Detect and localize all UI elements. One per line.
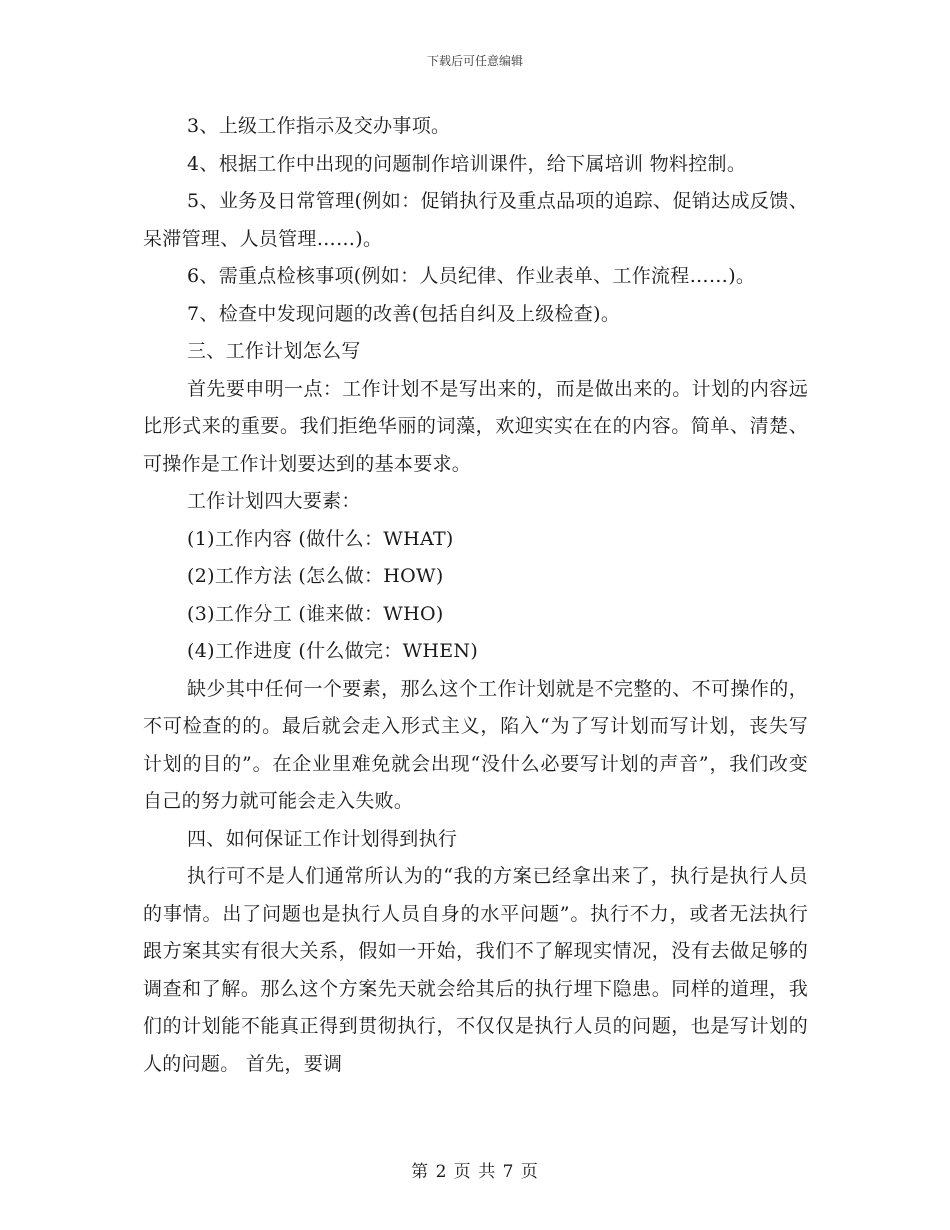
list-item: (2)工作方法 (怎么做：HOW) (187, 565, 444, 587)
paragraph: 5、业务及日常管理(例如：促销执行及重点品项的追踪、促销达成反馈、呆滞管理、人员管理……)。 (143, 190, 808, 250)
paragraph: 7、检查中发现问题的改善(包括自纠及上级检查)。 (187, 302, 621, 325)
paragraph: 首先要申明一点：工作计划不是写出来的，而是做出来的。计划的内容远比形式来的重要。我们拒绝华丽的词藻，欢迎实实在在的内容。简单、清楚、可操作是工作计划要达到的基本要求。 (143, 377, 808, 475)
section-heading: 四、如何保证工作计划得到执行 (187, 827, 458, 850)
paragraph: 缺少其中任何一个要素，那么这个工作计划就是不完整的、不可操作的，不可检查的的。最后就会走入形式主义，陷入“为了写计划而写计划，丧失写计划的目的”。在企业里难免就会出现“没什么必要写计划的声音”，我们改变自己的努力就可能会走入失败。 (143, 677, 808, 812)
document-body (143, 108, 808, 1083)
list-item: (1)工作内容 (做什么：WHAT) (187, 527, 454, 550)
list-item: (3)工作分工 (谁来做：WHO) (187, 602, 444, 625)
paragraph: 6、需重点检核事项(例如：人员纪律、作业表单、工作流程……)。 (187, 265, 756, 287)
page-footer: 第 2 页 共 7 页 (411, 1162, 539, 1182)
paragraph: 4、根据工作中出现的问题制作培训课件，给下属培训 物料控制。 (187, 152, 747, 175)
list-item: (4)工作进度 (什么做完：WHEN) (187, 640, 479, 662)
page-header: 下载后可任意编辑 (426, 54, 523, 68)
section-heading: 三、工作计划怎么写 (187, 340, 361, 362)
paragraph: 执行可不是人们通常所认为的“我的方案已经拿出来了，执行是执行人员的事情。出了问题也是执行人员自身的水平问题”。执行不力，或者无法执行跟方案其实有很大关系，假如一开始，我们不了解现实情况，没有去做足够的调查和了解。那么这个方案先天就会给其后的执行埋下隐患。同样的道理，我们的计划能不能真正得到贯彻执行，不仅仅是执行人员的问题，也是写计划的人的问题。 首先，要调 (143, 865, 808, 1075)
paragraph: 3、上级工作指示及交办事项。 (187, 115, 451, 137)
paragraph: 工作计划四大要素： (187, 490, 361, 512)
